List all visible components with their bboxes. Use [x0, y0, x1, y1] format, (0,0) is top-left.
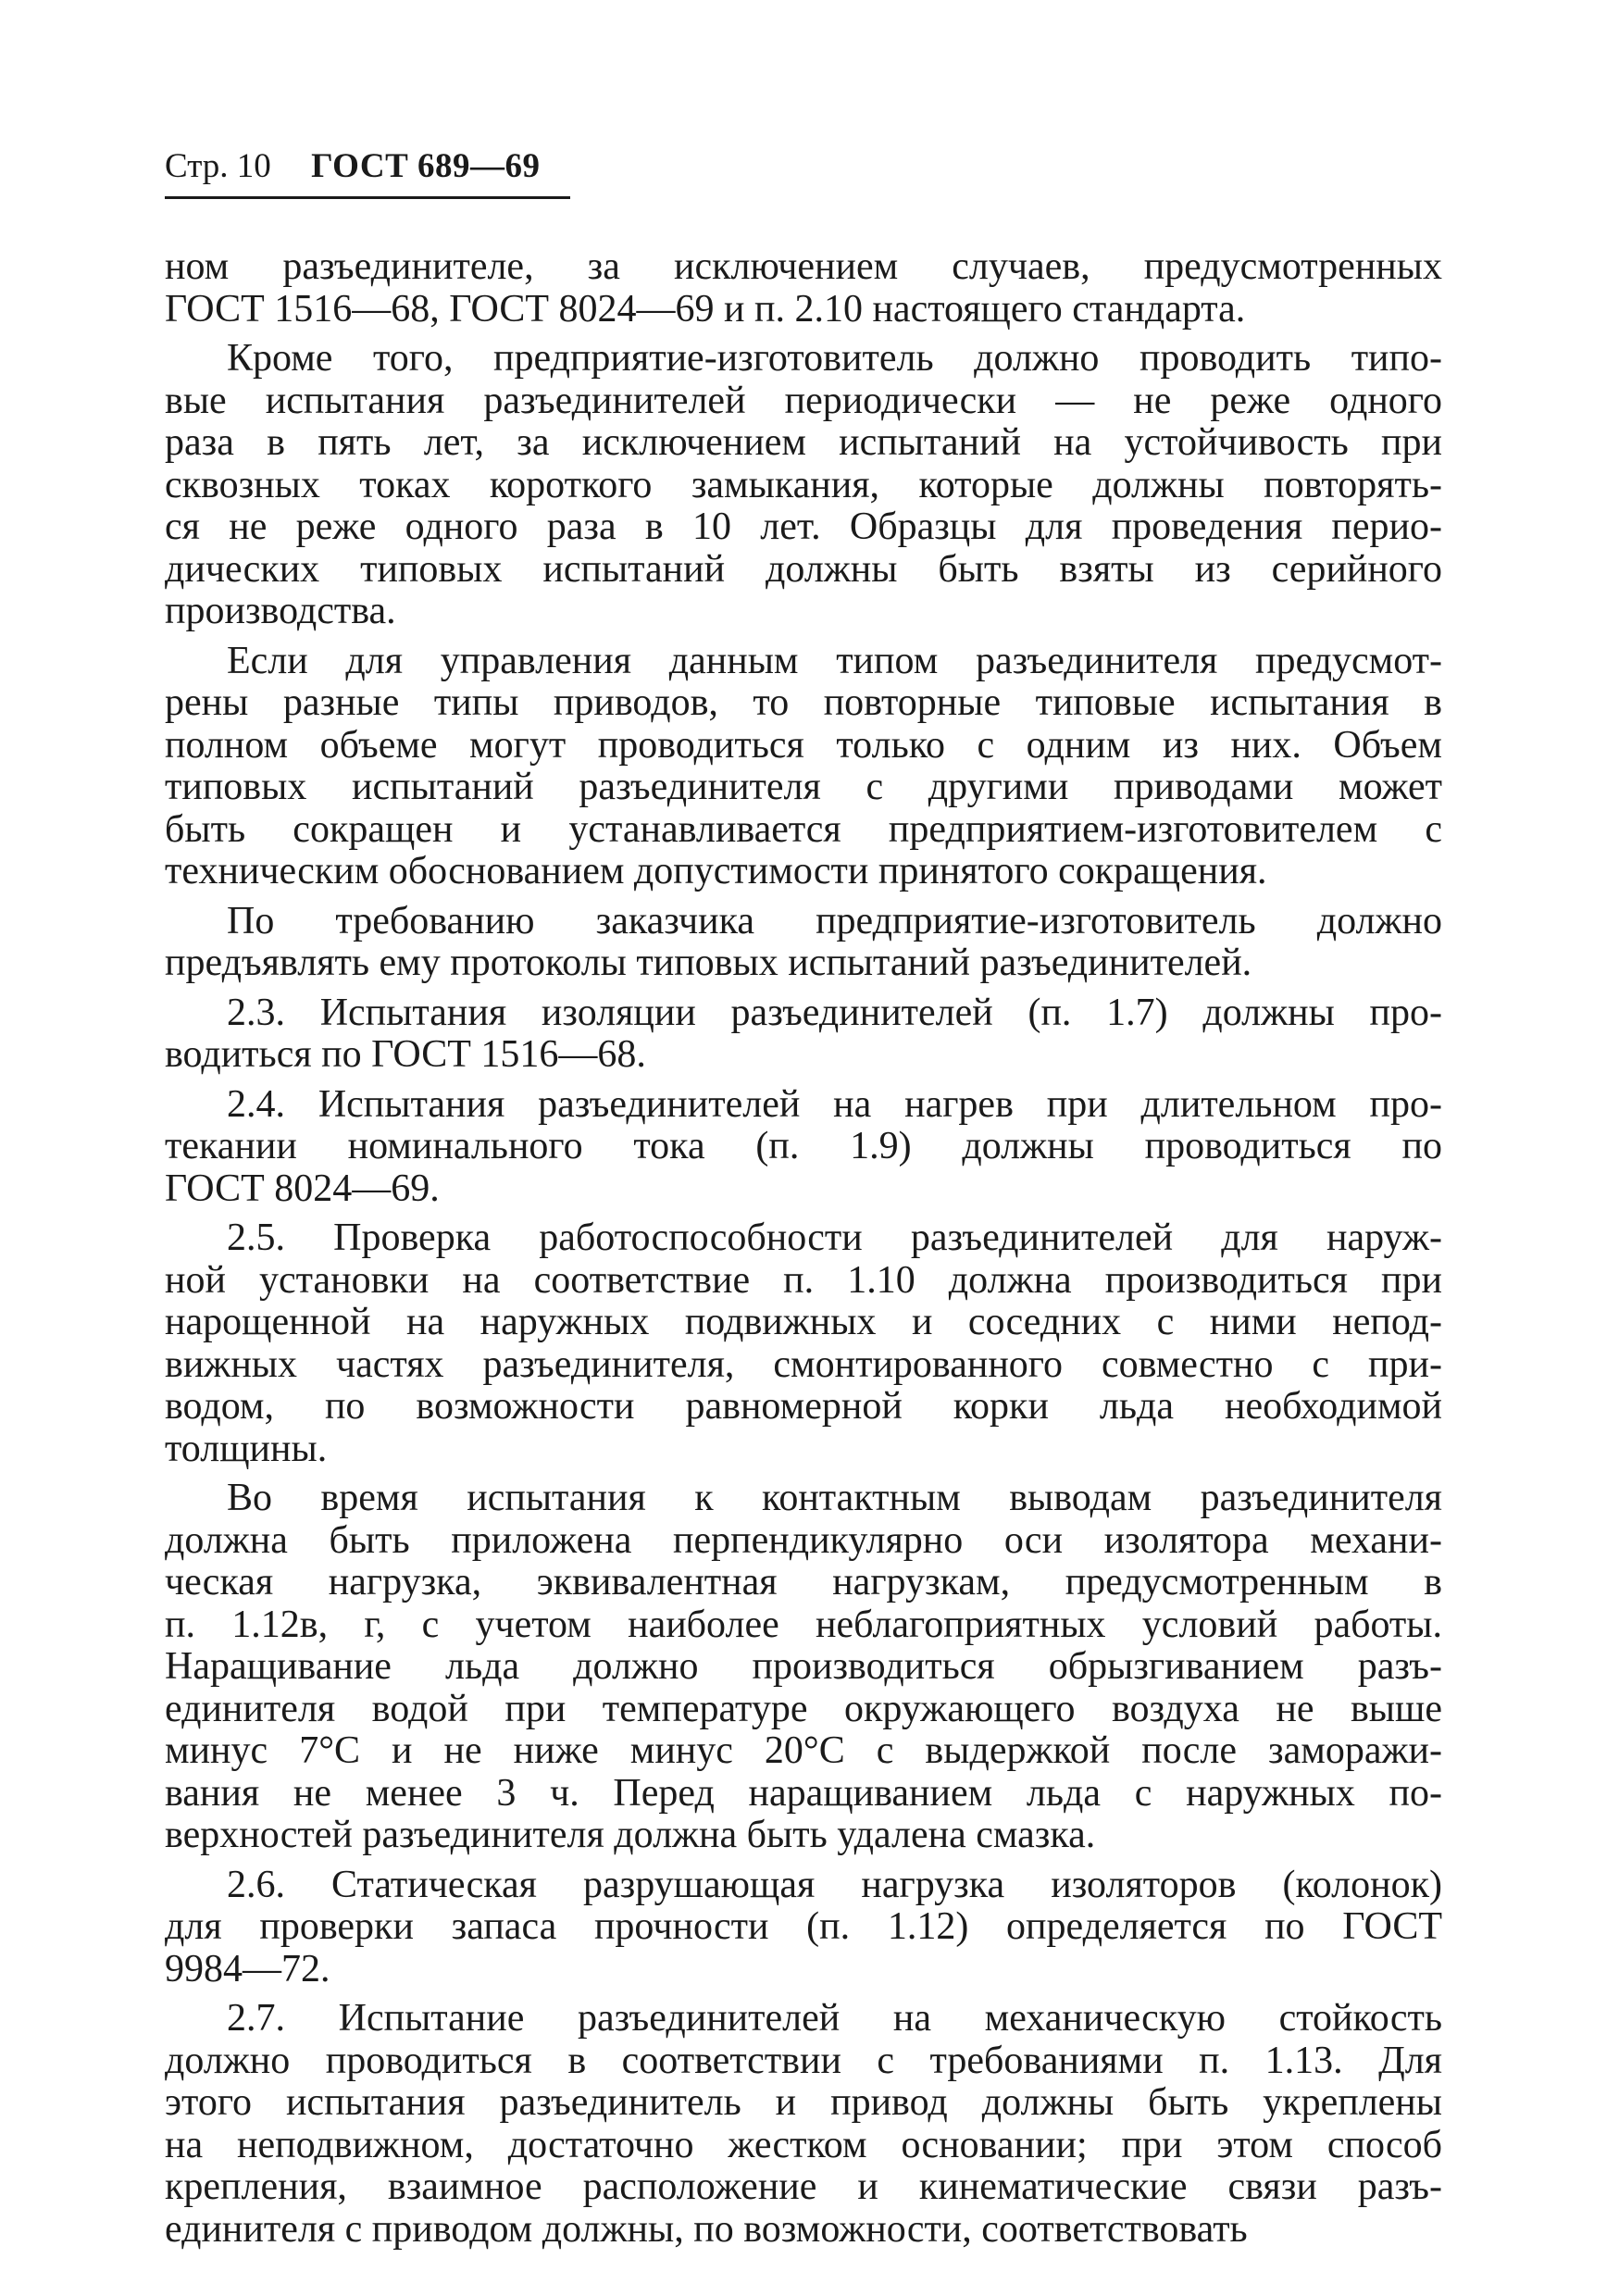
text-line: 2.4. Испытания разъединителей на нагрев при длительном про- — [227, 1082, 1442, 1126]
text-line: вания не менее 3 ч. Перед наращиванием льда с наружных по- — [165, 1771, 1442, 1815]
paragraph — [165, 1865, 1442, 1991]
text-line: 2.7. Испытание разъединителей на механическую стойкость — [227, 1997, 1442, 2040]
text-line: предъявлять ему протоколы типовых испытаний разъединителей. — [165, 942, 1252, 984]
paragraph — [165, 1217, 1442, 1470]
text-line: единителя водой при температуре окружающего воздуха не выше — [165, 1687, 1442, 1730]
text-line: Кроме того, предприятие-изготовитель должно проводить типо- — [227, 337, 1442, 380]
text-line: Во время испытания к контактным выводам разъединителя — [227, 1477, 1442, 1519]
paragraph — [165, 338, 1442, 633]
text-line: производства. — [165, 590, 396, 632]
text-line: Если для управления данным типом разъединителя предусмот- — [227, 639, 1442, 682]
text-line: на неподвижном, достаточно жестком основании; при этом способ — [165, 2123, 1442, 2166]
page-number: Стр. 10 — [165, 147, 271, 185]
text-line: 9984—72. — [165, 1947, 330, 1990]
text-line: крепления, взаимное расположение и кинематические связи разъ- — [165, 2165, 1442, 2208]
text-line: 2.3. Испытания изоляции разъединителей (п. 1.7) должны про- — [227, 991, 1442, 1034]
text-line: 2.5. Проверка работоспособности разъединителей для наруж- — [227, 1217, 1442, 1259]
text-line: этого испытания разъединитель и привод должны быть укреплены — [165, 2081, 1442, 2124]
text-line: минус 7°С и не ниже минус 20°С с выдержкой после заморажи- — [165, 1729, 1442, 1772]
text-line: ческая нагрузка, эквивалентная нагрузкам, предусмотренным в — [165, 1561, 1442, 1603]
text-line: ном разъединителе, за исключением случаев, предусмотренных — [165, 245, 1442, 288]
paragraph — [165, 1478, 1442, 1857]
text-line: ной установки на соответствие п. 1.10 должна производиться при — [165, 1258, 1442, 1302]
body-text — [165, 246, 1442, 2251]
paragraph — [165, 246, 1442, 331]
paragraph — [165, 901, 1442, 985]
text-line: техническим обоснованием допустимости принятого сокращения. — [165, 850, 1267, 892]
text-line: должно проводиться в соответствии с требованиями п. 1.13. Для — [165, 2039, 1442, 2082]
text-line: вижных частях разъединителя, смонтированного совместно с при- — [165, 1342, 1442, 1386]
text-line: дических типовых испытаний должны быть взяты из серийного — [165, 547, 1442, 591]
text-line: верхностей разъединителя должна быть удалена смазка. — [165, 1814, 1096, 1856]
text-line: типовых испытаний разъединителя с другими приводами может — [165, 766, 1442, 808]
text-line: нарощенной на наружных подвижных и соседних с ними непод- — [165, 1301, 1442, 1343]
text-line: должна быть приложена перпендикулярно оси изолятора механи- — [165, 1518, 1442, 1562]
text-line: раза в пять лет, за исключением испытаний на устойчивость при — [165, 421, 1442, 464]
text-line: водом, по возможности равномерной корки льда необходимой — [165, 1385, 1442, 1428]
text-line: Наращивание льда должно производиться обрызгиванием разъ- — [165, 1645, 1442, 1688]
paragraph — [165, 641, 1442, 893]
paragraph — [165, 992, 1442, 1077]
text-line: для проверки запаса прочности (п. 1.12) определяется по ГОСТ — [165, 1905, 1442, 1948]
text-line: ся не реже одного раза в 10 лет. Образцы для проведения перио- — [165, 505, 1442, 548]
text-line: ГОСТ 8024—69. — [165, 1167, 440, 1210]
text-line: По требованию заказчика предприятие-изготовитель должно — [227, 899, 1442, 942]
text-line: ГОСТ 1516—68, ГОСТ 8024—69 и п. 2.10 настоящего стандарта. — [165, 287, 1246, 331]
paragraph — [165, 1998, 1442, 2251]
header-rule — [165, 196, 570, 199]
text-line: водиться по ГОСТ 1516—68. — [165, 1033, 646, 1076]
text-line: толщины. — [165, 1427, 328, 1470]
text-line: быть сокращен и устанавливается предприятием-изготовителем с — [165, 807, 1442, 851]
text-line: вые испытания разъединителей периодически — не реже одного — [165, 379, 1442, 422]
page-header — [165, 146, 541, 187]
text-line: п. 1.12в, г, с учетом наиболее неблагоприятных условий работы. — [165, 1603, 1442, 1646]
text-line: сквозных токах короткого замыкания, которые должны повторять- — [165, 463, 1442, 506]
paragraph — [165, 1084, 1442, 1211]
text-line: рены разные типы приводов, то повторные типовые испытания в — [165, 681, 1442, 724]
text-line: 2.6. Статическая разрушающая нагрузка изоляторов (колонок) — [227, 1863, 1442, 1906]
text-line: единителя с приводом должны, по возможности, соответствовать — [165, 2207, 1248, 2251]
text-line: полном объеме могут проводиться только с одним из них. Объем — [165, 723, 1442, 767]
text-line: текании номинального тока (п. 1.9) должны проводиться по — [165, 1125, 1442, 1167]
document-id: ГОСТ 689—69 — [311, 147, 541, 185]
